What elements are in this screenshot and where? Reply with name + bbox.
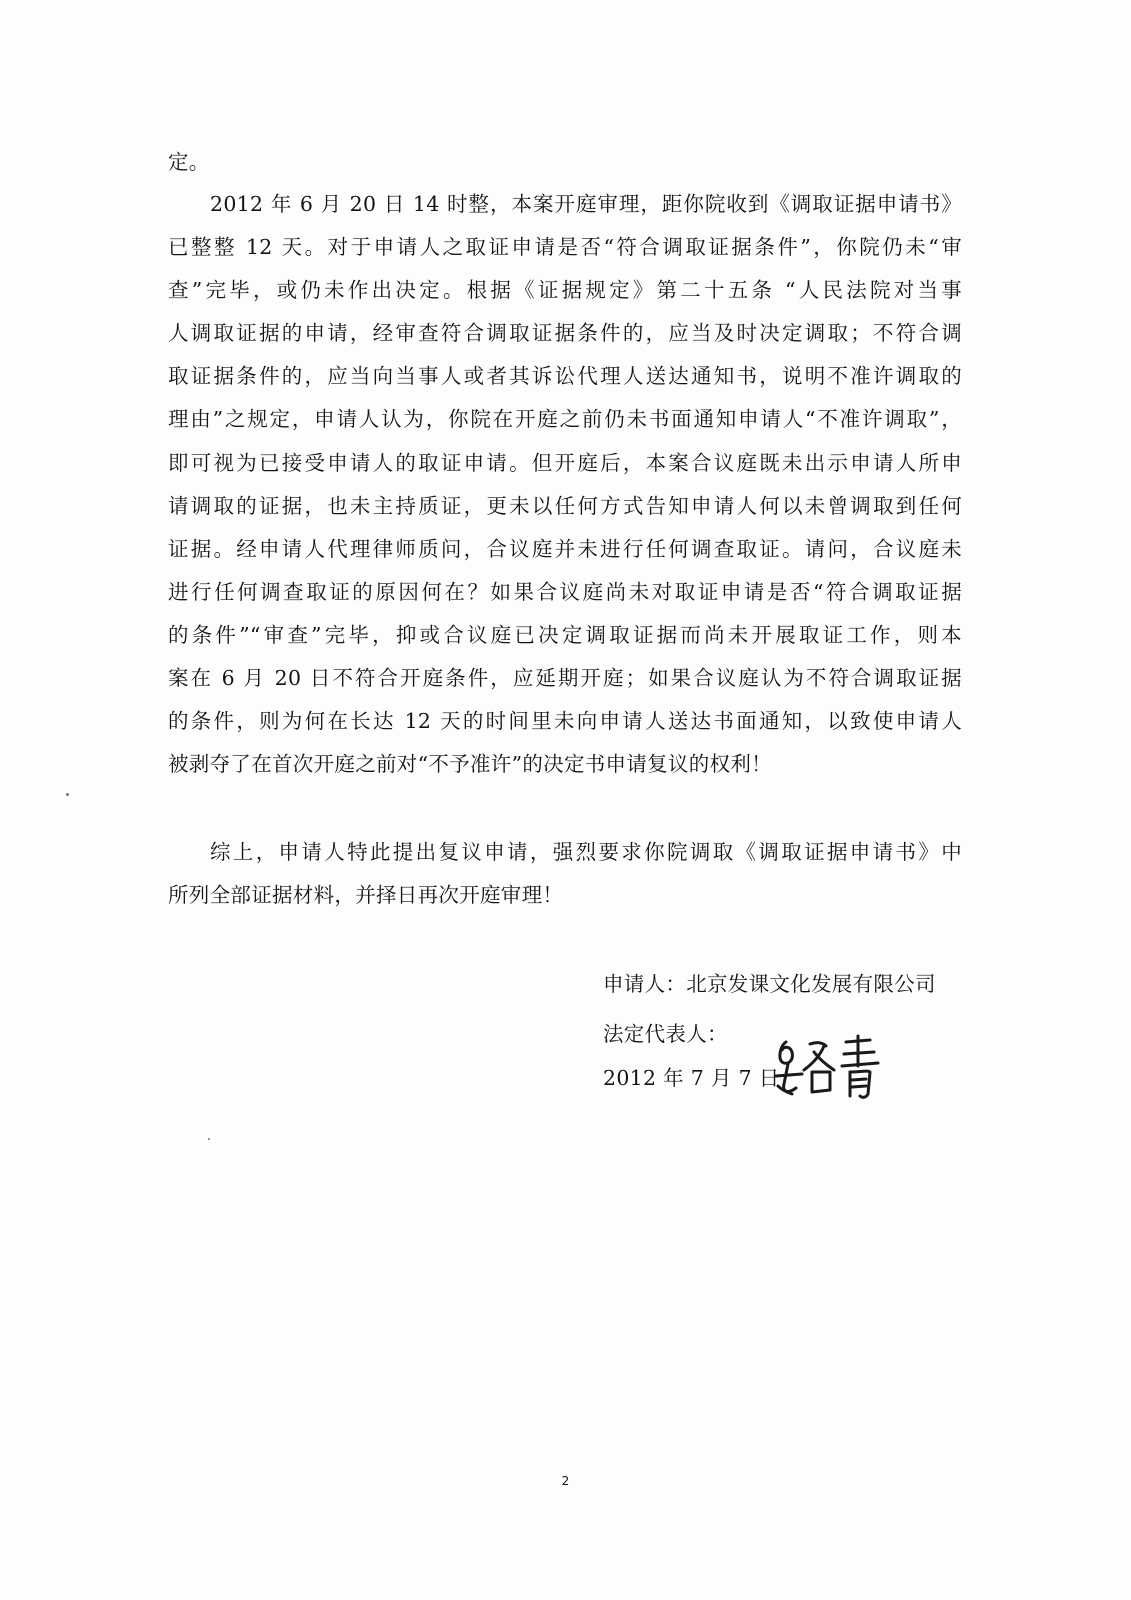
date-line: 2012 年 7 月 7 日 <box>603 1066 780 1090</box>
paragraph-line: 理由”之规定，申请人认为，你院在开庭之前仍未书面通知申请人“不准许调取”， <box>168 407 962 431</box>
paragraph-line: 请调取的证据，也未主持质证，更未以任何方式告知申请人何以未曾调取到任何 <box>168 494 962 518</box>
paragraph-line: 的条件”“审查”完毕，抑或合议庭已决定调取证据而尚未开展取证工作，则本 <box>168 623 962 647</box>
paragraph-line: 进行任何调查取证的原因何在？如果合议庭尚未对取证申请是否“符合调取证据 <box>168 580 962 604</box>
paragraph-line: 案在 6 月 20 日不符合开庭条件，应延期开庭；如果合议庭认为不符合调取证据 <box>168 666 962 690</box>
paragraph-line: 的条件，则为何在长达 12 天的时间里未向申请人送达书面通知，以致使申请人 <box>168 709 962 733</box>
paragraph-line: 2012 年 6 月 20 日 14 时整，本案开庭审理，距你院收到《调取证据申请书》 <box>210 192 962 216</box>
paragraph-line: 人调取证据的申请，经审查符合调取证据条件的，应当及时决定调取；不符合调 <box>168 321 962 345</box>
scan-speck <box>66 793 69 796</box>
paragraph-line: 被剥夺了在首次开庭之前对“不予准许”的决定书申请复议的权利！ <box>168 752 772 776</box>
handwritten-signature <box>772 1032 884 1102</box>
paragraph-line: 综上，申请人特此提出复议申请，强烈要求你院调取《调取证据申请书》中 <box>210 840 962 864</box>
applicant-line: 申请人：北京发课文化发展有限公司 <box>603 972 936 996</box>
paragraph-line: 即可视为已接受申请人的取证申请。但开庭后，本案合议庭既未出示申请人所申 <box>168 451 962 475</box>
paragraph-line: 已整整 12 天。对于申请人之取证申请是否“符合调取证据条件”，你院仍未“审 <box>168 235 962 259</box>
representative-line: 法定代表人： <box>603 1022 728 1046</box>
paragraph-line: 取证据条件的，应当向当事人或者其诉讼代理人送达通知书，说明不准许调取的 <box>168 364 962 388</box>
paragraph-line: 查”完毕，或仍未作出决定。根据《证据规定》第二十五条 “人民法院对当事 <box>168 278 962 302</box>
paragraph-line: 所列全部证据材料，并择日再次开庭审理！ <box>168 883 564 907</box>
page-number: 2 <box>561 1474 570 1488</box>
scan-speck <box>208 1138 210 1140</box>
paragraph-line: 证据。经申请人代理律师质问，合议庭并未进行任何调查取证。请问，合议庭未 <box>168 537 962 561</box>
paragraph-line: 定。 <box>168 150 210 174</box>
